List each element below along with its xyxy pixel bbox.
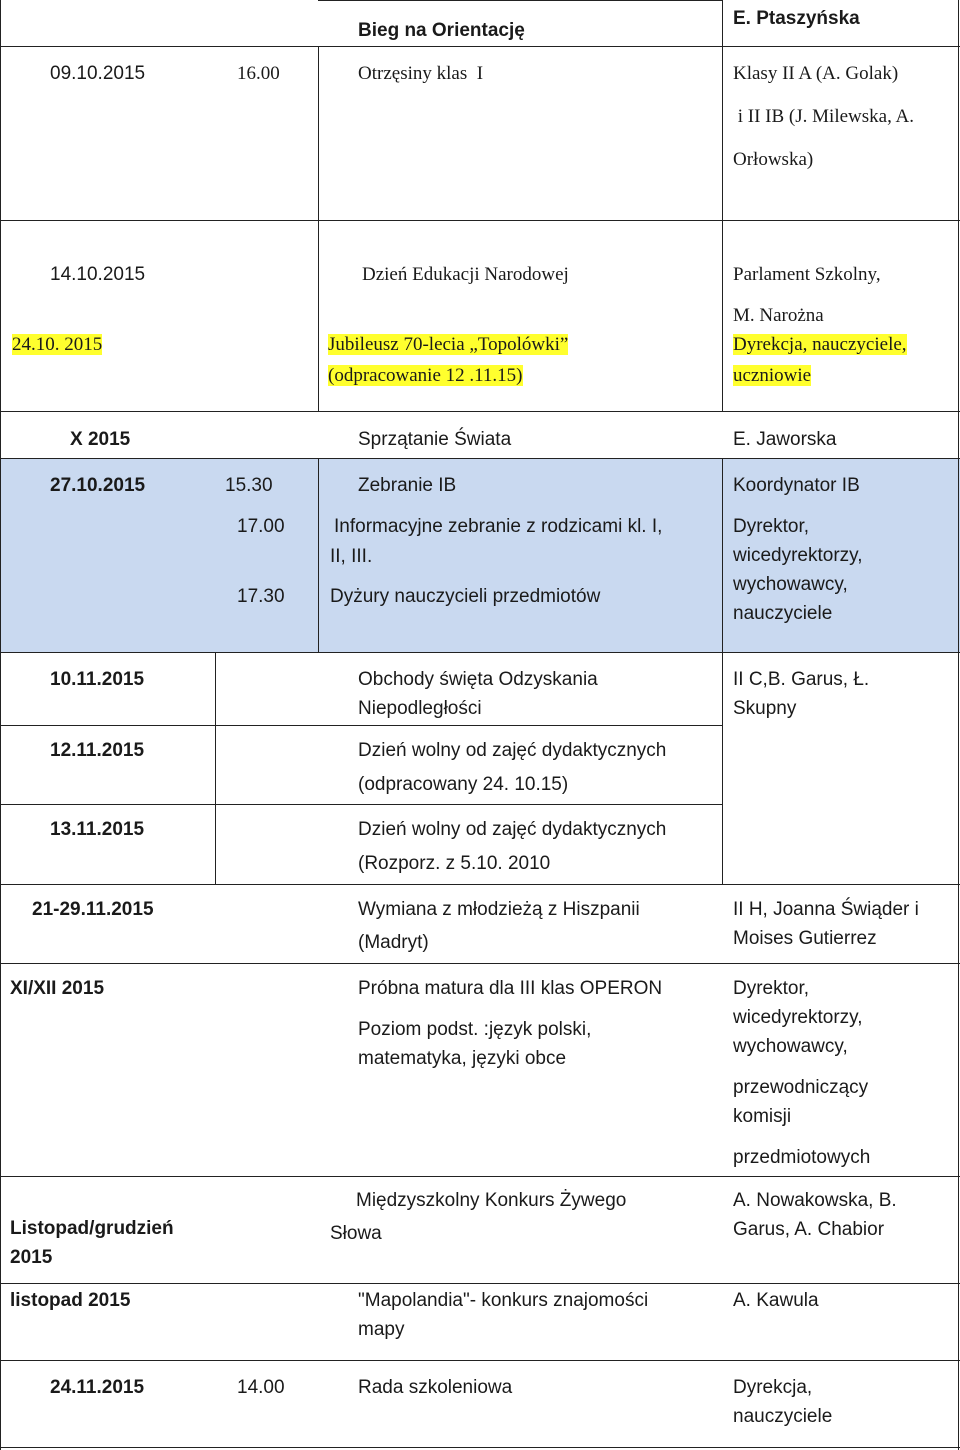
r10-event-line1: Wymiana z młodzieżą z Hiszpanii: [358, 899, 640, 920]
r13-date: listopad 2015: [10, 1290, 131, 1311]
row-divider: [0, 884, 960, 885]
r7-event-line1: Obchody święta Odzyskania: [358, 669, 598, 690]
r11-person-line6: przedmiotowych: [733, 1147, 871, 1168]
r3-date-text: 24.10. 2015: [12, 334, 103, 355]
r11-date: XI/XII 2015: [10, 978, 105, 999]
r1-date: 09.10.2015: [50, 63, 146, 84]
r11-person-line3: wychowawcy,: [733, 1036, 848, 1057]
row-divider: [0, 1176, 960, 1177]
table-border-bottom: [0, 1447, 960, 1448]
r10-date: 21-29.11.2015: [32, 899, 154, 920]
r8-event-line1: Dzień wolny od zajęć dydaktycznych: [358, 740, 667, 761]
r6-event-line1: Informacyjne zebranie z rodzicami kl. I,: [334, 516, 663, 537]
row-divider: [0, 804, 722, 805]
column-divider-ib-left: [318, 458, 319, 652]
r3-person-line1-text: Dyrekcja, nauczyciele,: [733, 334, 907, 355]
r6-time1: 17.00: [237, 516, 285, 537]
r5-person: Koordynator IB: [733, 475, 860, 496]
r1-time: 16.00: [237, 63, 280, 84]
row-divider: [0, 46, 960, 47]
r8-date: 12.11.2015: [50, 740, 145, 761]
r3-event-line1-text: Jubileusz 70-lecia „Topolówki”: [328, 334, 569, 355]
header-person: E. Ptaszyńska: [733, 8, 860, 29]
r3-event-line1: [328, 330, 568, 359]
r10-person-line2: Moises Gutierrez: [733, 928, 877, 949]
r7-date: 10.11.2015: [50, 669, 145, 690]
row-divider: [0, 411, 960, 412]
r6-person-line3: wychowawcy,: [733, 574, 848, 595]
row-divider: [318, 0, 722, 1]
r9-event-line2: (Rozporz. z 5.10. 2010: [358, 853, 551, 874]
r12-person-line2: Garus, A. Chabior: [733, 1219, 885, 1240]
r2-event: Dzień Edukacji Narodowej: [362, 264, 569, 285]
r10-event-line2: (Madryt): [358, 932, 429, 953]
r11-person-line1: Dyrektor,: [733, 978, 810, 999]
column-divider-upper-right: [722, 46, 723, 411]
r12-person-line1: A. Nowakowska, B.: [733, 1190, 897, 1211]
r13-event-line2: mapy: [358, 1319, 405, 1340]
r14-person-line1: Dyrekcja,: [733, 1377, 813, 1398]
r9-date: 13.11.2015: [50, 819, 145, 840]
r6-event-line2: II, III.: [330, 546, 373, 567]
r11-event-line3: matematyka, języki obce: [358, 1048, 567, 1069]
r12-date-line2: 2015: [10, 1247, 53, 1268]
row-divider: [0, 1283, 960, 1284]
r3-person-line2: [733, 361, 811, 390]
r6-person-line4: nauczyciele: [733, 603, 833, 624]
row-divider: [0, 458, 960, 459]
r4-person: E. Jaworska: [733, 429, 837, 450]
r11-event-line2: Poziom podst. :język polski,: [358, 1019, 592, 1040]
r3-event-line2-text: (odpracowanie 12 .11.15): [328, 365, 523, 386]
r3-person-line1: [733, 330, 907, 359]
r1-person-line1: Klasy II A (A. Golak): [733, 63, 899, 84]
column-divider-mid-right: [722, 652, 723, 884]
column-divider-ib-right: [722, 458, 723, 652]
r5-time: 15.30: [225, 475, 273, 496]
r11-person-line4: przewodniczący: [733, 1077, 869, 1098]
row-divider: [0, 652, 960, 653]
r6-person-line1: Dyrektor,: [733, 516, 810, 537]
r7-event-line2: Niepodległości: [358, 698, 482, 719]
row-divider: [0, 963, 960, 964]
r3-event-line2: [328, 361, 523, 390]
r1-event: Otrzęsiny klas I: [358, 63, 484, 84]
r13-person: A. Kawula: [733, 1290, 819, 1311]
r14-date: 24.11.2015: [50, 1377, 145, 1398]
r2-person-line1: Parlament Szkolny,: [733, 264, 881, 285]
r11-event-line1: Próbna matura dla III klas OPERON: [358, 978, 663, 999]
r14-event: Rada szkoleniowa: [358, 1377, 513, 1398]
row-divider: [0, 220, 960, 221]
row-divider: [0, 1360, 960, 1361]
r8-event-line2: (odpracowany 24. 10.15): [358, 774, 569, 795]
r1-person-line2: i II IB (J. Milewska, A.: [733, 106, 915, 127]
r2-date: 14.10.2015: [50, 264, 146, 285]
r5-event: Zebranie IB: [358, 475, 457, 496]
r11-person-line5: komisji: [733, 1106, 792, 1127]
r5-date: 27.10.2015: [50, 475, 146, 496]
r2-person-line2: M. Narożna: [733, 305, 824, 326]
r1-person-line3: Orłowska): [733, 149, 814, 170]
r7-person-line2: Skupny: [733, 698, 797, 719]
column-divider-mid-left: [215, 652, 216, 884]
r12-event-line1: Międzyszkolny Konkurs Żywego: [356, 1190, 627, 1211]
column-divider-upper-left: [318, 46, 319, 411]
row-divider: [0, 725, 722, 726]
r6-person-line2: wicedyrektorzy,: [733, 545, 863, 566]
r4-date: X 2015: [70, 429, 131, 450]
r4-event: Sprzątanie Świata: [358, 429, 512, 450]
r3-date: [12, 330, 102, 359]
r14-time: 14.00: [237, 1377, 285, 1398]
r7-person-line1: II C,B. Garus, Ł.: [733, 669, 870, 690]
r10-person-line1: II H, Joanna Świąder i: [733, 899, 919, 920]
r13-event-line1: "Mapolandia"- konkurs znajomości: [358, 1290, 649, 1311]
r11-person-line2: wicedyrektorzy,: [733, 1007, 863, 1028]
r9-event-line1: Dzień wolny od zajęć dydaktycznych: [358, 819, 667, 840]
r6-event-line3: Dyżury nauczycieli przedmiotów: [330, 586, 601, 607]
header-event: Bieg na Orientację: [358, 20, 525, 41]
r6-time2: 17.30: [237, 586, 285, 607]
table-border-right: [958, 0, 959, 1450]
r3-person-line2-text: uczniowie: [733, 365, 812, 386]
r12-event-line2: Słowa: [330, 1223, 382, 1244]
r14-person-line2: nauczyciele: [733, 1406, 833, 1427]
r12-date-line1: Listopad/grudzień: [10, 1218, 174, 1239]
column-divider-header: [722, 0, 723, 46]
